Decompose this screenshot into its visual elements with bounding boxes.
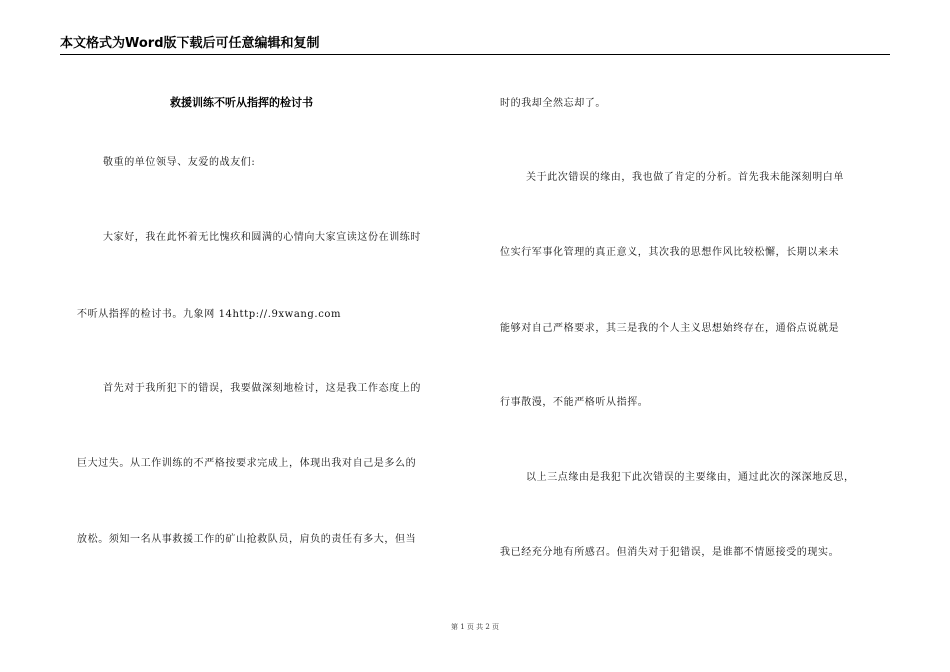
left-line-1: 敬重的单位领导、友爱的战友们: (103, 157, 256, 168)
left-line-6: 放松。须知一名从事救援工作的矿山抢救队员，肩负的责任有多大，但当 (77, 534, 417, 545)
left-line-2: 大家好，我在此怀着无比愧疚和圆满的心情向大家宣读这份在训练时 (103, 232, 421, 243)
page-header (60, 34, 890, 55)
right-line-6: 以上三点缘由是我犯下此次错误的主要缘由，通过此次的深深地反思， (526, 472, 855, 483)
right-line-7: 我已经充分地有所感召。但消失对于犯错误，是谁都不情愿接受的现实。 (500, 547, 840, 558)
right-line-4: 能够对自己严格要求，其三是我的个人主义思想始终存在，通俗点说就是 (500, 323, 840, 334)
left-line-5: 巨大过失。从工作训练的不严格按要求完成上，体现出我对自己是多么的 (77, 458, 417, 469)
document-title: 救援训练不听从指挥的检讨书 (170, 96, 313, 109)
left-line-3: 不听从指挥的检讨书。九象网 14http://.9xwang.com (77, 309, 342, 320)
right-line-5: 行事散漫，不能严格听从指挥。 (500, 397, 649, 408)
page-footer: 第 1 页 共 2 页 (450, 623, 500, 631)
right-line-1: 时的我却全然忘却了。 (500, 98, 606, 109)
right-line-2: 关于此次错误的缘由，我也做了肯定的分析。首先我未能深刻明白单 (526, 172, 844, 183)
left-line-4: 首先对于我所犯下的错误，我要做深刻地检讨，这是我工作态度上的 (103, 383, 421, 394)
right-line-3: 位实行军事化管理的真正意义，其次我的思想作风比较松懈，长期以来未 (500, 247, 840, 258)
header-title: 本文格式为Word版下载后可任意编辑和复制 (60, 36, 320, 51)
